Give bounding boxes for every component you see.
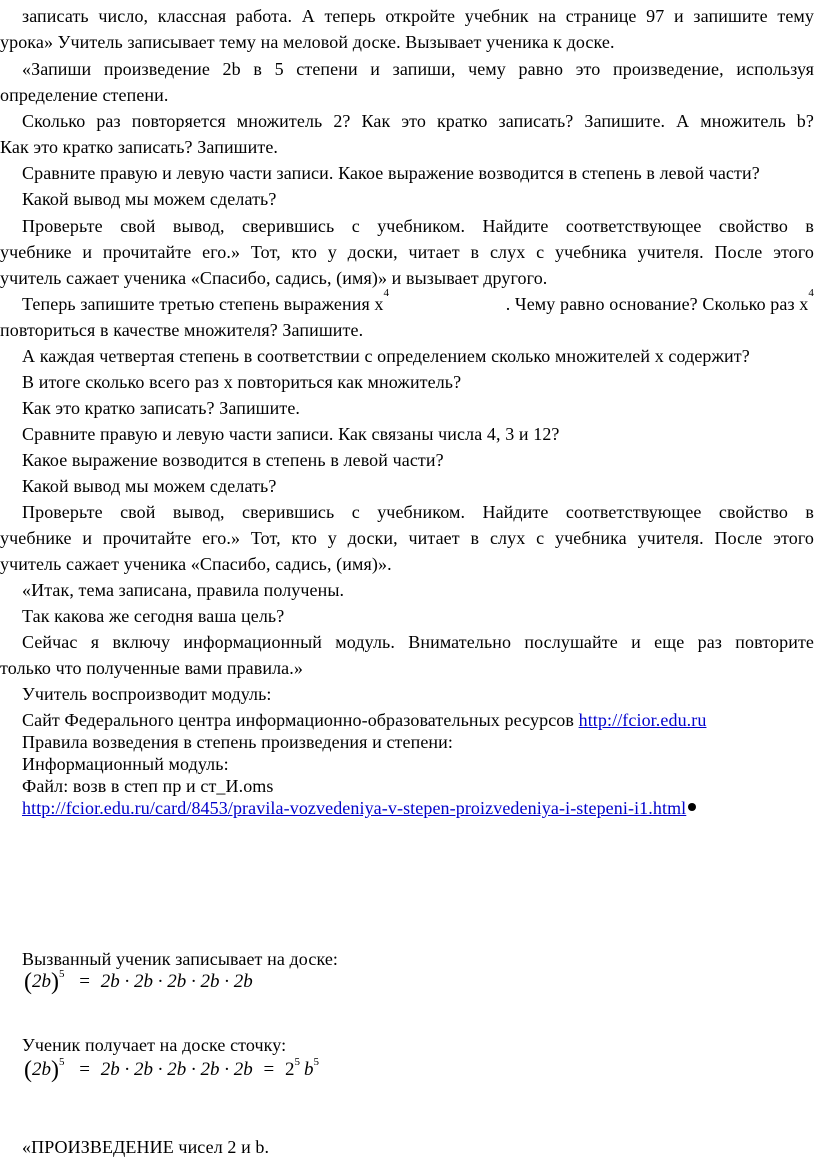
formula-power-result	[24, 1057, 319, 1083]
equals-sign: =	[79, 1059, 90, 1080]
formula-exponent: 5	[59, 968, 65, 980]
equals-sign: =	[79, 971, 90, 992]
text-line: записать число, классная работа. А теперь откройте учебник на странице 97 и запишите тему	[22, 6, 814, 26]
text-line: повториться в качестве множителя? Запишите.	[0, 320, 364, 340]
exponent: 4	[808, 287, 814, 299]
text-line: учебнике и прочитайте его.» Тот, кто у доски, читает в слух с учебника учителя. После этого	[0, 528, 814, 548]
text-line: Какой вывод мы можем сделать?	[22, 189, 277, 209]
bullet-icon	[688, 803, 696, 811]
text-line	[22, 709, 706, 731]
text-line: Проверьте свой вывод, сверившись с учебником. Найдите соответствующее свойство в	[22, 216, 814, 236]
text-line: Как это кратко записать? Запишите.	[22, 398, 301, 418]
text-line: Какое выражение возводится в степень в левой части?	[22, 450, 444, 470]
text-line: Как это кратко записать? Запишите.	[0, 137, 279, 157]
text-line: Вызванный ученик записывает на доске:	[22, 949, 339, 969]
text-line: Так какова же сегодня ваша цель?	[22, 606, 285, 626]
equals-sign: =	[263, 1059, 275, 1080]
open-paren: (	[24, 1057, 32, 1083]
spacer	[389, 293, 506, 315]
formula-rhs: 2b · 2b · 2b · 2b · 2b	[100, 971, 253, 992]
text-line: В итоге сколько всего раз x повториться как множитель?	[22, 372, 462, 392]
text-line: Ученик получает на доске сточку:	[22, 1035, 287, 1055]
text-line: Сейчас я включу информационный модуль. Внимательно послушайте и еще раз повторите	[22, 632, 814, 652]
text-line: «Итак, тема записана, правила получены.	[22, 580, 345, 600]
text-line: Правила возведения в степень произведения и степени:	[22, 732, 454, 752]
exponent: 4	[383, 287, 390, 299]
text-line	[22, 797, 696, 819]
text-segment: Сайт Федерального центра информационно-образовательных ресурсов	[22, 710, 574, 730]
text-line: урока» Учитель записывает тему на меловой доске. Вызывает ученика к доске.	[0, 32, 615, 52]
result-coefficient: 2	[284, 1059, 295, 1080]
text-line: учитель сажает ученика «Спасибо, садись, (имя)» и вызывает другого.	[0, 268, 548, 288]
result-exponent: 5	[294, 1056, 300, 1068]
text-line: А каждая четвертая степень в соответствии с определением сколько множителей x содержит?	[22, 346, 750, 366]
text-line: Сравните правую и левую части записи. Как связаны числа 4, 3 и 12?	[22, 424, 560, 444]
text-line: Файл: возв в степ пр и ст_И.oms	[22, 776, 274, 796]
text-line: только что полученные вами правила.»	[0, 658, 303, 678]
fcior-site-link[interactable]: http://fcior.edu.ru	[578, 710, 707, 730]
text-line: «ПРОИЗВЕДЕНИЕ чисел 2 и b.	[22, 1137, 270, 1157]
text-line: определение степени.	[0, 85, 169, 105]
text-line: Информационный модуль:	[22, 754, 229, 774]
result-exponent: 5	[313, 1056, 319, 1068]
text-line: Проверьте свой вывод, сверившись с учебником. Найдите соответствующее свойство в	[22, 502, 814, 522]
text-line: учитель сажает ученика «Спасибо, садись, (имя)».	[0, 554, 392, 574]
close-paren: )	[51, 1057, 59, 1083]
text-line	[22, 287, 814, 315]
text-line: «Запиши произведение 2b в 5 степени и запиши, чему равно это произведение, используя	[22, 59, 814, 79]
text-segment: . Чему равно основание? Сколько раз x	[505, 294, 809, 314]
text-line: Какой вывод мы можем сделать?	[22, 476, 277, 496]
text-line: Сколько раз повторяется множитель 2? Как это кратко записать? Запишите. А множитель b?	[22, 111, 814, 131]
open-paren: (	[24, 969, 32, 995]
formula-power-expansion	[24, 969, 253, 995]
formula-exponent: 5	[59, 1056, 65, 1068]
text-segment: Теперь запишите третью степень выражения x	[22, 294, 384, 314]
formula-base: 2b	[32, 1059, 51, 1080]
result-variable: b	[303, 1059, 314, 1080]
text-line: учебнике и прочитайте его.» Тот, кто у доски, читает в слух с учебника учителя. После этого	[0, 242, 814, 262]
text-line: Учитель воспроизводит модуль:	[22, 684, 272, 704]
text-line: Сравните правую и левую части записи. Какое выражение возводится в степень в левой части?	[22, 163, 760, 183]
module-card-link[interactable]: http://fcior.edu.ru/card/8453/pravila-vozvedeniya-v-stepen-proizvedeniya-i-stepeni-i1.html	[22, 798, 687, 818]
formula-rhs: 2b · 2b · 2b · 2b · 2b	[100, 1059, 253, 1080]
close-paren: )	[51, 969, 59, 995]
formula-base: 2b	[32, 971, 51, 992]
